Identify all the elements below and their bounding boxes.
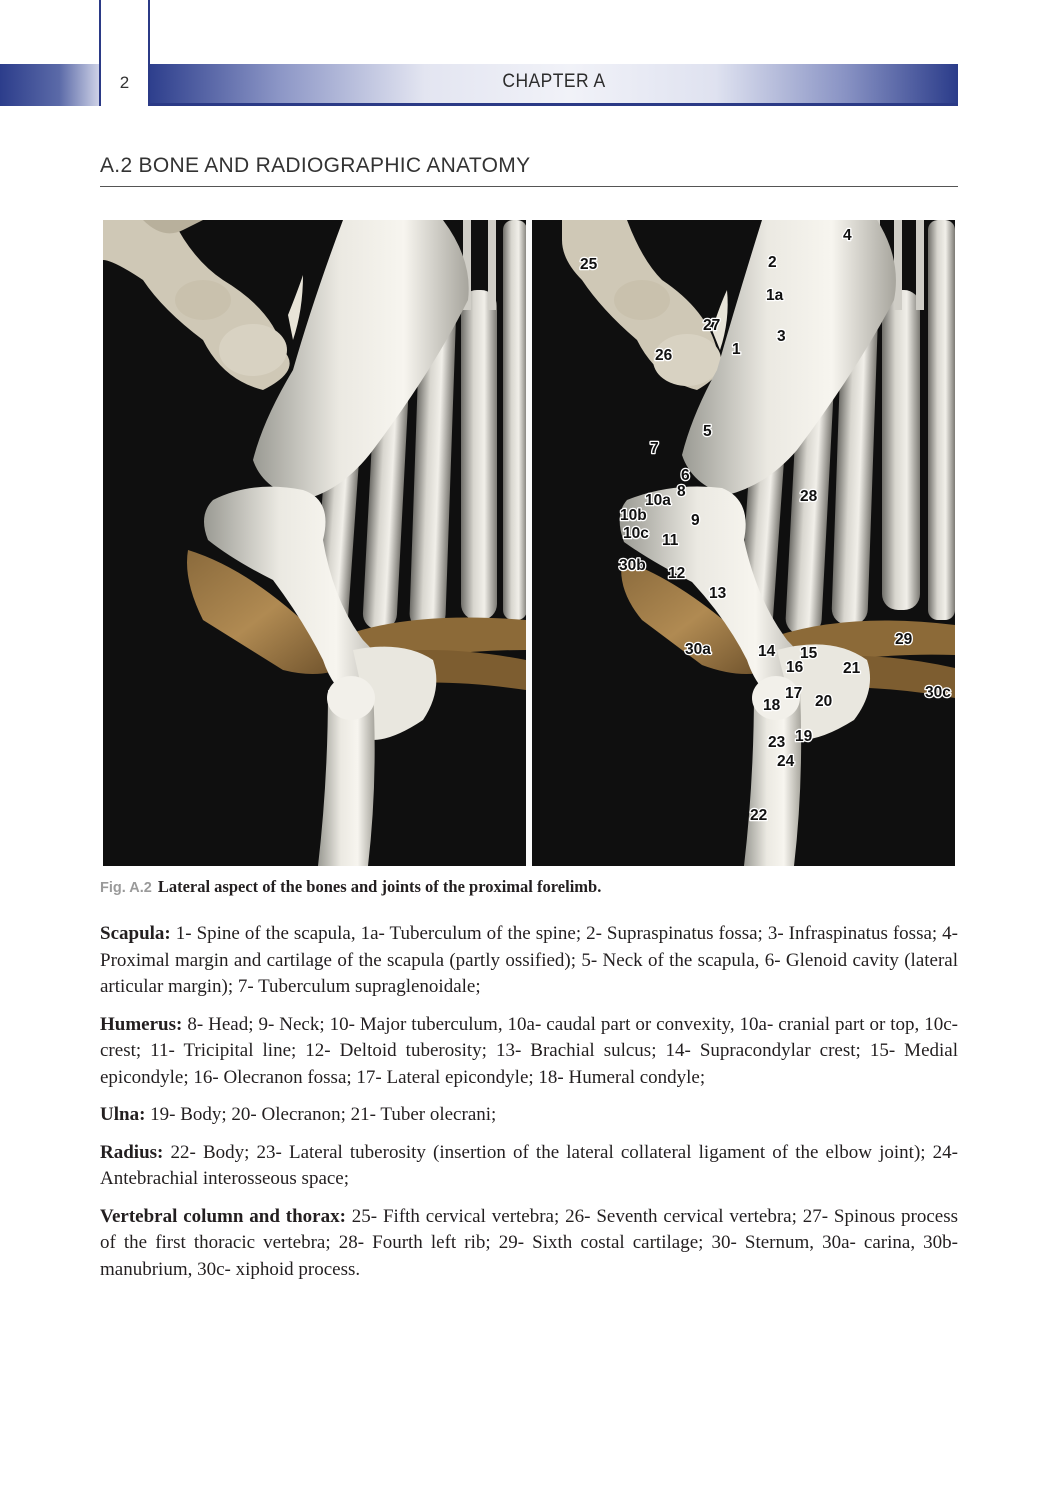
label-17: 17 (785, 685, 803, 702)
label-15: 15 (800, 645, 818, 662)
label-19: 19 (795, 728, 813, 745)
label-22: 22 (750, 807, 768, 824)
label-14: 14 (758, 643, 776, 660)
label-6: 6 (681, 467, 690, 484)
skeleton-photo-labeled (532, 220, 955, 866)
paragraph-heading: Scapula: (100, 923, 171, 944)
paragraph-humerus (100, 1012, 958, 1092)
label-1: 1 (732, 341, 741, 358)
paragraph-body: 22- Body; 23- Lateral tuberosity (insertion of the lateral collateral ligament of the elbow joint); 24- Antebrachial interosseous space; (100, 1141, 959, 1189)
label-9: 9 (691, 512, 700, 529)
paragraph-ulna (100, 1102, 958, 1129)
paragraph-vertebral-column (100, 1204, 958, 1284)
label-10c: 10c (623, 525, 649, 542)
label-30a: 30a (685, 641, 711, 658)
label-24: 24 (777, 753, 795, 770)
label-21: 21 (843, 660, 861, 677)
paragraph-heading: Vertebral column and thorax: (100, 1205, 346, 1227)
label-13: 13 (709, 585, 727, 602)
header-band-left (0, 64, 99, 106)
label-29: 29 (895, 631, 913, 648)
label-4: 4 (843, 227, 852, 244)
page-number: 2 (119, 73, 130, 92)
label-23: 23 (768, 734, 786, 751)
label-20: 20 (815, 693, 833, 710)
paragraph-body: 19- Body; 20- Olecranon; 21- Tuber olecrani; (150, 1104, 497, 1125)
label-30c: 30c (925, 684, 951, 701)
label-25: 25 (580, 256, 598, 273)
label-18: 18 (763, 697, 781, 714)
paragraph-heading: Ulna: (100, 1104, 146, 1125)
label-10b: 10b (620, 507, 647, 524)
paragraph-body: 8- Head; 9- Neck; 10- Major tuberculum, 10a- caudal part or convexity, 10a- cranial part or top, 10c- crest; 11- Tricipital line; 12- Deltoid tuberosity; 13- Brachial sulcus; 14- Supracondylar crest; 15- Medial epicondyle; 16- Olecranon fossa; 17- Lateral epicondyle; 18- Humeral condyle; (100, 1013, 959, 1088)
skeleton-photo-unlabeled (103, 220, 526, 866)
chapter-title: CHAPTER A (502, 71, 606, 92)
label-5: 5 (703, 423, 712, 440)
label-2: 2 (768, 254, 777, 271)
label-3: 3 (777, 328, 786, 345)
paragraph-heading: Radius: (100, 1141, 164, 1163)
label-12: 12 (668, 565, 686, 582)
label-27: 27 (703, 317, 721, 334)
figure-caption (100, 877, 958, 897)
label-7: 7 (650, 440, 659, 457)
label-1a: 1a (766, 287, 784, 304)
label-30b: 30b (619, 557, 646, 574)
paragraph-body: 25- Fifth cervical vertebra; 26- Seventh cervical vertebra; 27- Spinous process of the first thoracic vertebra; 28- Fourth left rib; 29- Sixth costal cartilage; 30- Sternum, 30a- carina, 30b- manubrium, 30c- xiphoid process. (100, 1205, 958, 1280)
paragraph-heading: Humerus: (100, 1013, 183, 1035)
figure-number: Fig. A.2 (100, 880, 152, 896)
paragraph-body: 1- Spine of the scapula, 1a- Tuberculum of the spine; 2- Supraspinatus fossa; 3- Infraspinatus fossa; 4- Proximal margin and cartilage of the scapula (partly ossified); 5- Neck of the scapula, 6- Glenoid cavity (lateral articular margin); 7- Tuberculum supraglenoidale; (100, 923, 958, 997)
paragraph-radius (100, 1140, 958, 1193)
caption-text: Lateral aspect of the bones and joints of the proximal forelimb. (157, 877, 602, 896)
label-16: 16 (786, 659, 804, 676)
label-10a: 10a (645, 492, 671, 509)
section-heading: A.2 BONE AND RADIOGRAPHIC ANATOMY (100, 154, 958, 187)
paragraph-scapula (100, 921, 958, 1001)
label-8: 8 (677, 483, 686, 500)
label-28: 28 (800, 488, 818, 505)
anatomy-figure (103, 220, 955, 866)
legend-text (100, 921, 958, 1294)
label-26: 26 (655, 347, 673, 364)
label-11: 11 (662, 532, 679, 549)
